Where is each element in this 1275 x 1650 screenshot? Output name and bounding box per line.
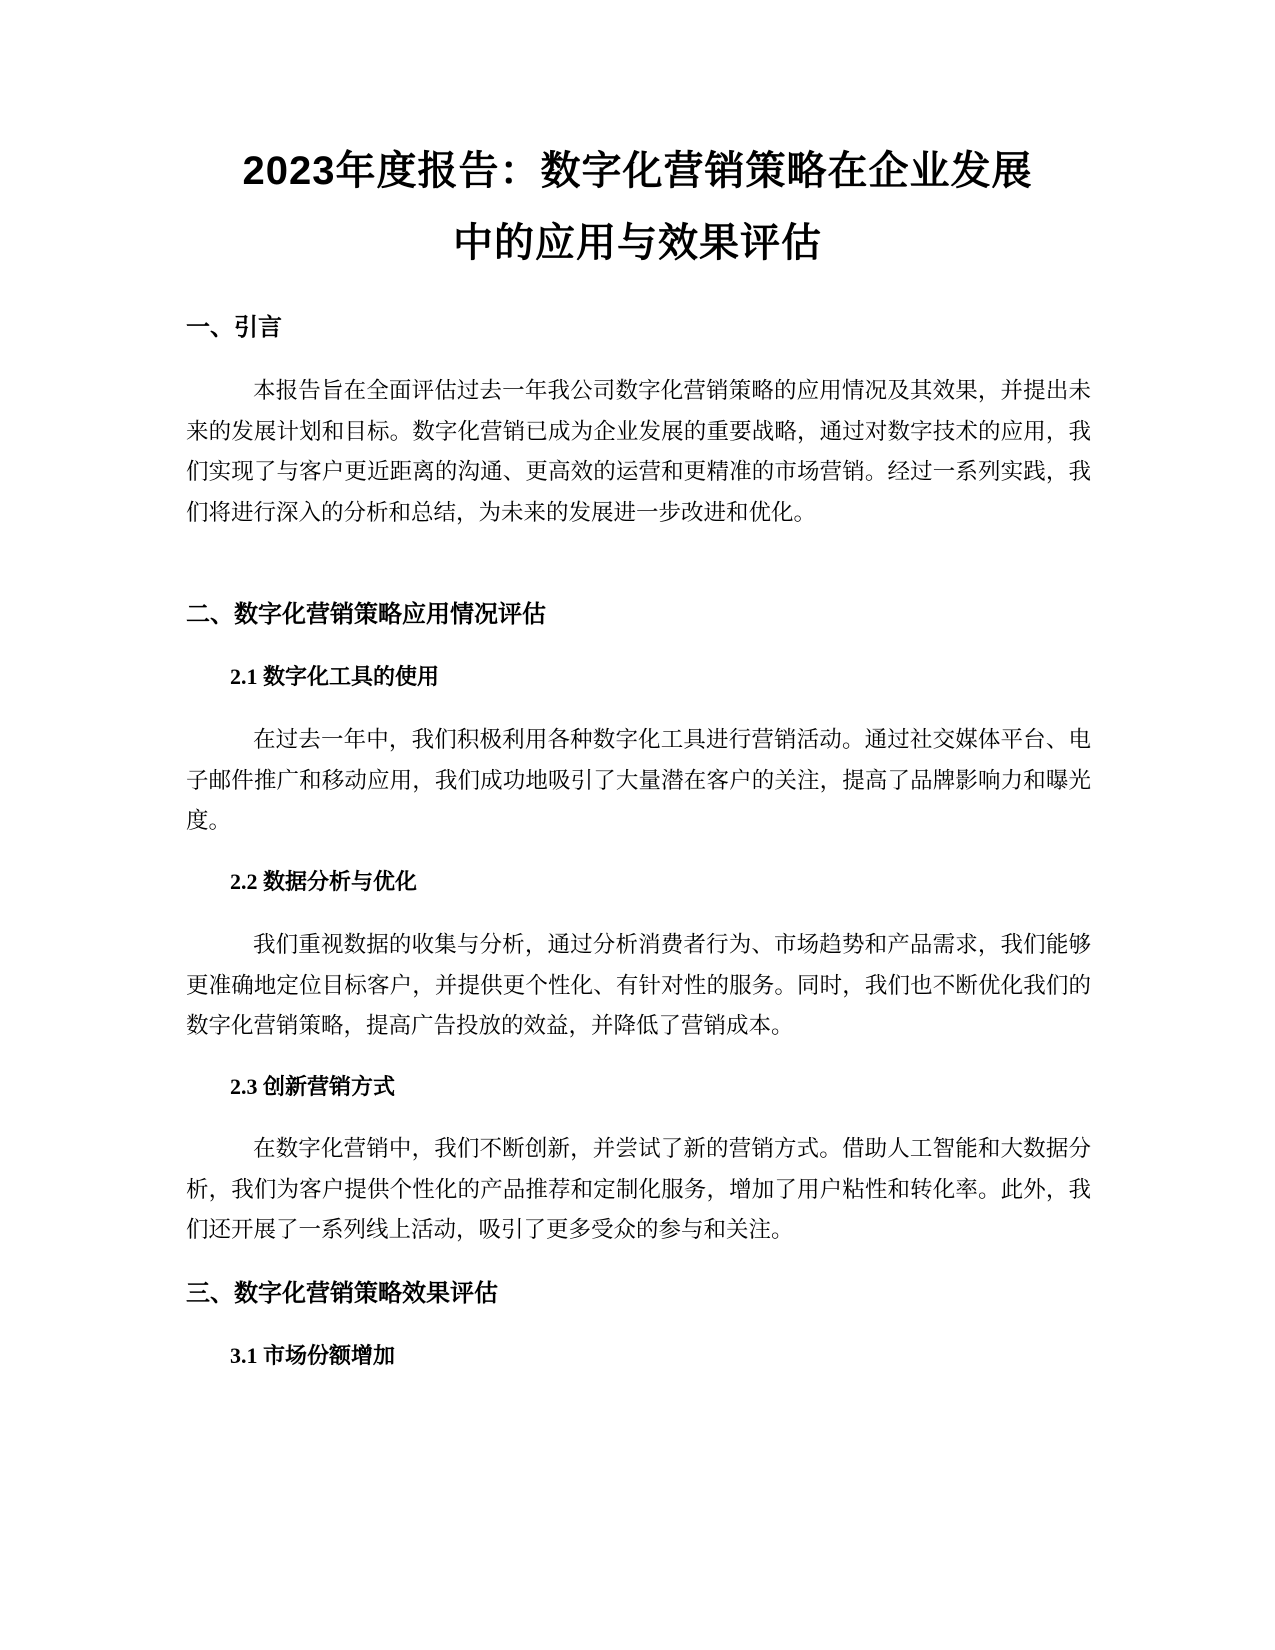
subsection-heading-2-1: 2.1 数字化工具的使用: [230, 664, 440, 689]
subsection-paragraph-2-2: 我们重视数据的收集与分析，通过分析消费者行为、市场趋势和产品需求，我们能够更准确地定位目标客户，并提供更个性化、有针对性的服务。同时，我们也不断优化我们的数字化营销策略，提高广告投放的效益，并降低了营销成本。: [186, 932, 1091, 1038]
subsection-heading-2-2: 2.2 数据分析与优化: [230, 869, 418, 894]
section-heading-effect-evaluation: 三、数字化营销策略效果评估: [186, 1280, 498, 1307]
introduction-paragraph: 本报告旨在全面评估过去一年我公司数字化营销策略的应用情况及其效果，并提出未来的发展计划和目标。数字化营销已成为企业发展的重要战略，通过对数字技术的应用，我们实现了与客户更近距离的沟通、更高效的运营和更精准的市场营销。经过一系列实践，我们将进行深入的分析和总结，为未来的发展进一步改进和优化。: [186, 378, 1091, 525]
section-heading-application-evaluation: 二、数字化营销策略应用情况评估: [186, 601, 546, 628]
subsection-heading-2-3: 2.3 创新营销方式: [230, 1074, 396, 1099]
subsection-paragraph-2-3: 在数字化营销中，我们不断创新，并尝试了新的营销方式。借助人工智能和大数据分析，我们为客户提供个性化的产品推荐和定制化服务，增加了用户粘性和转化率。此外，我们还开展了一系列线上活动，吸引了更多受众的参与和关注。: [186, 1136, 1091, 1242]
document-title: [150, 135, 1125, 279]
document-title-line-2: 中的应用与效果评估: [453, 221, 822, 265]
section-heading-introduction: 一、引言: [186, 314, 282, 341]
subsection-heading-3-1: 3.1 市场份额增加: [230, 1343, 396, 1368]
document-title-line-1: 2023年度报告：数字化营销策略在企业发展: [242, 149, 1033, 193]
subsection-paragraph-2-1: 在过去一年中，我们积极利用各种数字化工具进行营销活动。通过社交媒体平台、电子邮件推广和移动应用，我们成功地吸引了大量潜在客户的关注，提高了品牌影响力和曝光度。: [186, 727, 1091, 833]
